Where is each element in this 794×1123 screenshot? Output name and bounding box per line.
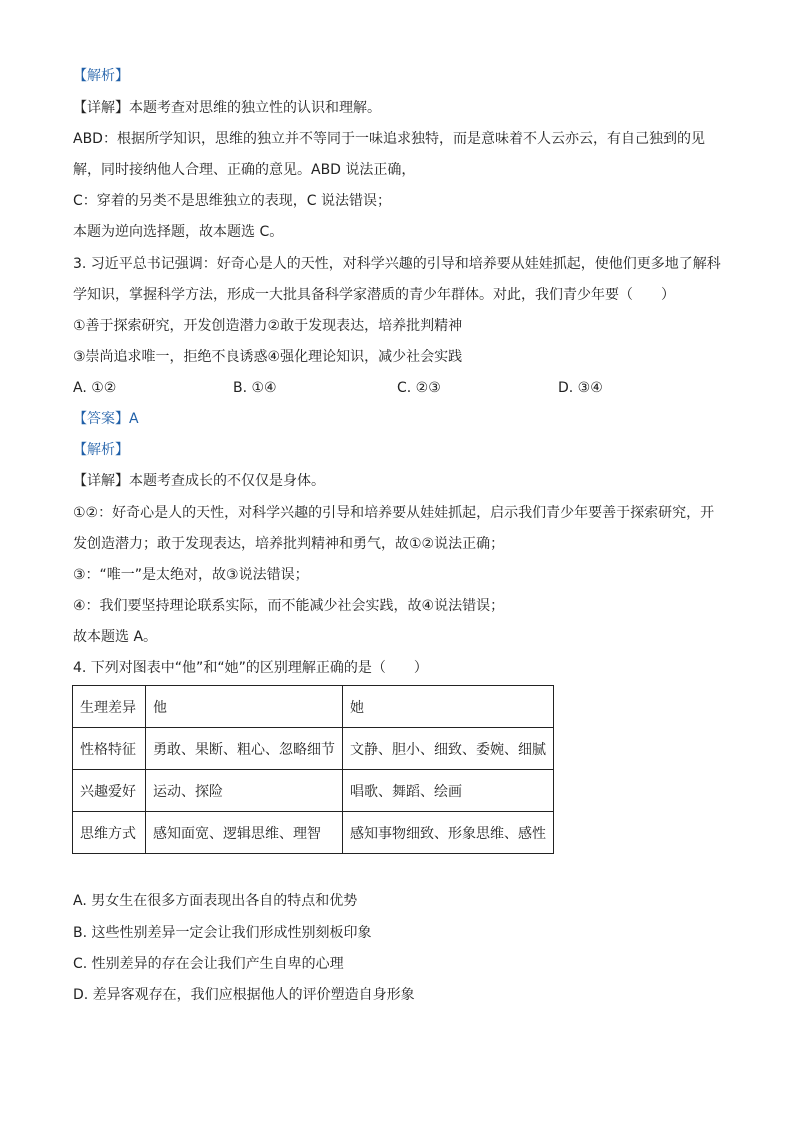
table-row: [73, 728, 554, 770]
prev-c-line: C：穿着的另类不是思维独立的表现，C 说法错误；: [73, 193, 391, 209]
prev-abd-line2: 解，同时接纳他人合理、正确的意见。ABD 说法正确，: [73, 162, 416, 178]
q3-explain-4: ④：我们要坚持理论联系实际，而不能减少社会实践，故④说法错误；: [73, 598, 505, 614]
q3-option-a: A. ①②: [73, 380, 117, 396]
q3-statements-line2: ③崇尚追求唯一，拒绝不良诱惑④强化理论知识，减少社会实践: [73, 349, 463, 365]
table-row: [73, 686, 554, 728]
prev-detail: 【详解】本题考查对思维的独立性的认识和理解。: [73, 100, 381, 116]
q3-option-d: D. ③④: [558, 380, 603, 396]
table-cell: 生理差异: [73, 686, 146, 728]
q4-option-d: D. 差异客观存在，我们应根据他人的评价塑造自身形象: [73, 987, 415, 1003]
table-cell: 他: [146, 686, 343, 728]
table-row: [73, 770, 554, 812]
q3-explain-3: ③：“唯一”是太绝对，故③说法错误；: [73, 567, 309, 583]
q3-analysis-tag: 【解析】: [73, 442, 129, 458]
prev-analysis-tag: 【解析】: [73, 68, 129, 84]
q4-option-c: C. 性别差异的存在会让我们产生自卑的心理: [73, 956, 344, 972]
table-cell: 感知面宽、逻辑思维、理智: [146, 812, 343, 854]
table-cell: 思维方式: [73, 812, 146, 854]
table-cell: 她: [343, 686, 554, 728]
prev-conclusion: 本题为逆向选择题，故本题选 C。: [73, 224, 284, 240]
q3-explain-12-line1: ①②：好奇心是人的天性，对科学兴趣的引导和培养要从娃娃抓起，启示我们青少年要善于探索研究，开: [73, 505, 715, 521]
table-cell: 性格特征: [73, 728, 146, 770]
table-cell: 文静、胆小、细致、委婉、细腻: [343, 728, 554, 770]
table-row: [73, 812, 554, 854]
comparison-table: [72, 685, 554, 854]
q3-detail: 【详解】本题考查成长的不仅仅是身体。: [73, 473, 325, 489]
q3-explain-12-line2: 发创造潜力；敢于发现表达，培养批判精神和勇气，故①②说法正确；: [73, 536, 505, 552]
q3-stem-line1: 3. 习近平总书记强调：好奇心是人的天性，对科学兴趣的引导和培养要从娃娃抓起，使他们更多地了解科: [73, 256, 721, 272]
table-cell: 运动、探险: [146, 770, 343, 812]
q3-conclusion: 故本题选 A。: [73, 629, 158, 645]
table-cell: 唱歌、舞蹈、绘画: [343, 770, 554, 812]
q3-option-c: C. ②③: [397, 380, 441, 396]
q3-option-b: B. ①④: [233, 380, 277, 396]
q4-option-b: B. 这些性别差异一定会让我们形成性别刻板印象: [73, 925, 372, 941]
table-cell: 勇敢、果断、粗心、忽略细节: [146, 728, 343, 770]
q4-stem: 4. 下列对图表中“他”和“她”的区别理解正确的是（ ）: [73, 660, 428, 676]
q3-answer: 【答案】A: [73, 411, 139, 427]
table-cell: 感知事物细致、形象思维、感性: [343, 812, 554, 854]
q3-stem-line2: 学知识，掌握科学方法，形成一大批具备科学家潜质的青少年群体。对此，我们青少年要（ ）: [73, 287, 675, 303]
q4-option-a: A. 男女生在很多方面表现出各自的特点和优势: [73, 893, 358, 909]
prev-abd-line1: ABD：根据所学知识，思维的独立并不等同于一味追求独特，而是意味着不人云亦云，有自己独到的见: [73, 131, 705, 147]
q3-statements-line1: ①善于探索研究，开发创造潜力②敢于发现表达，培养批判精神: [73, 318, 463, 334]
table-cell: 兴趣爱好: [73, 770, 146, 812]
